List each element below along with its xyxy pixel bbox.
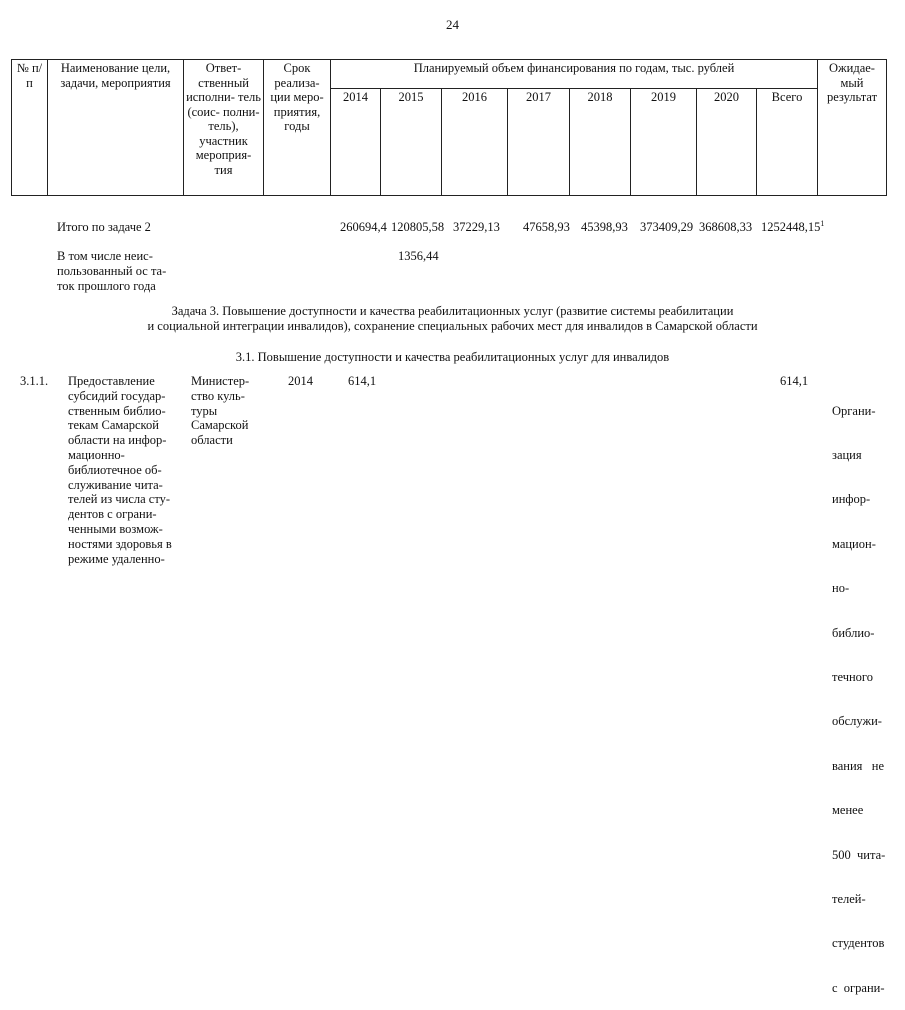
total-2020: 368608,33 <box>699 220 753 234</box>
col-result-header: Ожидае- мый результат <box>818 60 887 196</box>
year-header: 2020 <box>697 89 757 196</box>
unused-balance-label <box>57 249 187 293</box>
year-header: 2014 <box>331 89 381 196</box>
name-line: режиме удаленно- <box>68 551 165 566</box>
col-term-header: Срок реализа- ции меро- приятия, годы <box>264 60 331 196</box>
task3-line: и социальной интеграции инвалидов), сохранение специальных рабочих мест для инвалидов в Самарской области <box>147 318 758 333</box>
result-line: зация <box>832 447 862 462</box>
row-name <box>68 374 188 566</box>
total-2019: 373409,29 <box>640 220 694 234</box>
row-responsible <box>191 374 266 448</box>
total-all: 1252448,15$^1$ <box>761 218 825 234</box>
total-task2-label: Итого по задаче 2 <box>57 220 151 234</box>
name-line: ностями здоровья в <box>68 536 172 551</box>
total-2018: 45398,93 <box>581 220 628 234</box>
col-funding-header: Планируемый объем финансирования по годам, тыс. рублей <box>331 60 818 89</box>
name-line: мационно- <box>68 447 125 462</box>
label-line: В том числе неис- <box>57 249 153 263</box>
name-line: области на инфор- <box>68 433 167 448</box>
col-number-header: № п/п <box>12 60 48 196</box>
subsection-heading: 3.1. Повышение доступности и качества реабилитационных услуг для инвалидов <box>235 350 670 364</box>
result-line: инфор- <box>832 492 871 507</box>
row-number: 3.1.1. <box>20 374 49 388</box>
resp-line: ство куль- <box>191 388 245 403</box>
col-responsible-header: Ответ- ственный исполни- тель (соис- полни- тель), участник мероприя- тия <box>184 60 264 196</box>
result-line: течного <box>832 669 873 684</box>
result-line: мацион- <box>832 536 876 551</box>
name-line: Предоставление <box>68 374 155 388</box>
label-line: ток прошлого года <box>57 278 156 293</box>
result-line: но- <box>832 581 850 596</box>
name-line: субсидий государ- <box>68 388 166 403</box>
result-line: телей- <box>832 891 866 906</box>
row-value-2014: 614,1 <box>348 374 377 388</box>
year-header: 2019 <box>631 89 697 196</box>
total-2014: 260694,4 <box>340 220 387 234</box>
result-line: студентов <box>832 936 885 951</box>
row-result <box>832 374 898 1010</box>
page-number: 24 <box>446 17 459 32</box>
col-name-header: Наименование цели, задачи, мероприятия <box>48 60 184 196</box>
name-line: ченными возмож- <box>68 521 163 536</box>
name-line: текам Самарской <box>68 418 159 433</box>
total-2016: 37229,13 <box>453 220 500 234</box>
result-line: с ограни- <box>832 980 885 995</box>
footnote-marker: 1 <box>820 218 825 228</box>
name-line: дентов с ограни- <box>68 507 157 522</box>
result-line: менее <box>832 803 864 818</box>
table-header <box>11 59 887 196</box>
year-header: 2017 <box>508 89 570 196</box>
year-header: 2018 <box>570 89 631 196</box>
row-value-total: 614,1 <box>780 374 809 388</box>
task3-line: Задача 3. Повышение доступности и качества реабилитационных услуг (развитие системы реабилитации <box>171 304 734 318</box>
total-header: Всего <box>757 89 818 196</box>
total-2017: 47658,93 <box>523 220 570 234</box>
result-line: вания не <box>832 758 885 773</box>
name-line: телей из числа сту- <box>68 492 171 507</box>
name-line: библиотечное об- <box>68 462 162 477</box>
result-line: обслужи- <box>832 714 882 729</box>
name-line: ственным библио- <box>68 403 166 418</box>
resp-line: туры <box>191 403 218 418</box>
result-line: 500 чита- <box>832 847 886 862</box>
task3-heading <box>0 304 905 334</box>
label-line: пользованный ос та- <box>57 263 167 278</box>
result-line: библио- <box>832 625 875 640</box>
year-header: 2015 <box>381 89 442 196</box>
row-term: 2014 <box>288 374 313 388</box>
resp-line: Самарской <box>191 418 249 433</box>
result-line: Органи- <box>832 403 876 418</box>
total-2015: 120805,58 <box>391 220 445 234</box>
unused-balance-2015: 1356,44 <box>398 249 439 263</box>
name-line: служивание чита- <box>68 477 163 492</box>
resp-line: Министер- <box>191 374 250 388</box>
year-header: 2016 <box>442 89 508 196</box>
resp-line: области <box>191 433 233 448</box>
